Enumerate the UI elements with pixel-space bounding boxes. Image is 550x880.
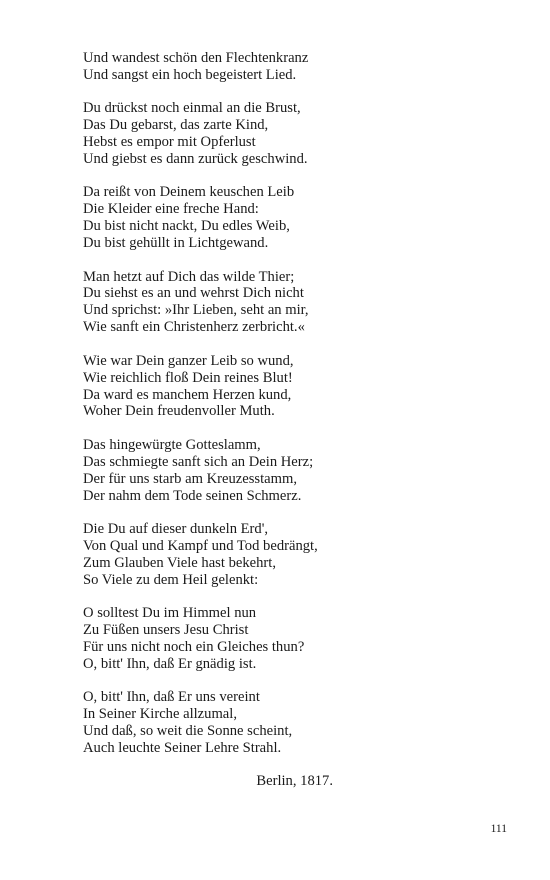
poem-line: Die Kleider eine freche Hand: <box>83 201 259 218</box>
poem-line: Hebst es empor mit Opferlust <box>83 134 256 151</box>
poem-line: O, bitt' Ihn, daß Er uns vereint <box>83 689 260 706</box>
stanza <box>83 184 373 252</box>
poem-line: Auch leuchte Seiner Lehre Strahl. <box>83 739 282 756</box>
stanza <box>83 50 373 84</box>
poem-line: O, bitt' Ihn, daß Er gnädig ist. <box>83 655 257 672</box>
stanza <box>83 521 373 589</box>
poem-line: Da ward es manchem Herzen kund, <box>83 386 292 403</box>
poem-line: Und wandest schön den Flechtenkranz <box>83 50 309 66</box>
stanza <box>83 605 373 673</box>
poem-body <box>83 50 373 773</box>
stanza <box>83 100 373 168</box>
poem-line: Du bist gehüllt in Lichtgewand. <box>83 235 269 252</box>
poem-line: Man hetzt auf Dich das wilde Thier; <box>83 268 295 285</box>
poem-line: O solltest Du im Himmel nun <box>83 605 257 622</box>
poem-line: Zum Glauben Viele hast bekehrt, <box>83 554 276 571</box>
stanza <box>83 353 373 421</box>
poem-line: Das schmiegte sanft sich an Dein Herz; <box>83 453 314 470</box>
poem-line: Von Qual und Kampf und Tod bedrängt, <box>83 537 318 554</box>
poem-line: Du drückst noch einmal an die Brust, <box>83 100 301 117</box>
poem-line: Du siehst es an und wehrst Dich nicht <box>83 285 304 302</box>
poem-line: Und daß, so weit die Sonne scheint, <box>83 723 293 739</box>
poem-line: Der nahm dem Tode seinen Schmerz. <box>83 487 302 504</box>
poem-line: In Seiner Kirche allzumal, <box>83 706 237 723</box>
poem-line: Und sangst ein hoch begeistert Lied. <box>83 66 297 83</box>
poem-line: So Viele zu dem Heil gelenkt: <box>83 571 259 588</box>
poem-line: Das Du gebarst, das zarte Kind, <box>83 117 269 134</box>
poem-line: Zu Füßen unsers Jesu Christ <box>83 621 249 638</box>
poem-line: Für uns nicht noch ein Gleiches thun? <box>83 638 305 655</box>
poem-line: Wie reichlich floß Dein reines Blut! <box>83 369 293 386</box>
page-number: 111 <box>490 823 507 835</box>
stanza <box>83 437 373 505</box>
poem-line: Da reißt von Deinem keuschen Leib <box>83 184 295 201</box>
poem-line: Wie sanft ein Christenherz zerbricht.« <box>83 319 305 336</box>
poem-line: Der für uns starb am Kreuzesstamm, <box>83 470 297 487</box>
stanza <box>83 269 373 337</box>
stanza <box>83 689 373 757</box>
poem-line: Wie war Dein ganzer Leib so wund, <box>83 352 294 369</box>
poem-line: Du bist nicht nackt, Du edles Weib, <box>83 218 290 235</box>
poem-line: Und giebst es dann zurück geschwind. <box>83 151 308 168</box>
poem-line: Das hingewürgte Gotteslamm, <box>83 436 261 453</box>
poem-line: Die Du auf dieser dunkeln Erd', <box>83 520 268 537</box>
poem-line: Und sprichst: »Ihr Lieben, seht an mir, <box>83 302 309 319</box>
place-date-signature: Berlin, 1817. <box>256 773 333 789</box>
poem-line: Woher Dein freudenvoller Muth. <box>83 403 275 420</box>
